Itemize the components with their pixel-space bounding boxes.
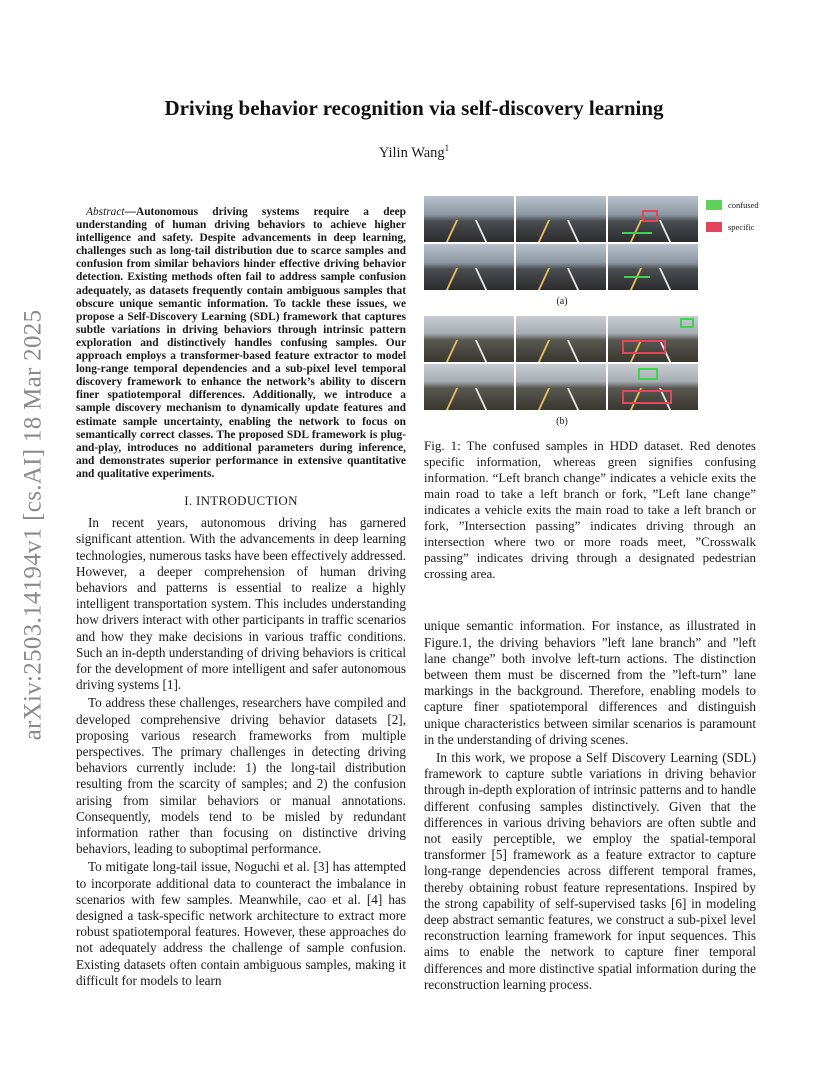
figure-a-row-2 [424, 244, 756, 290]
author-name: Yilin Wang [378, 145, 445, 161]
author-line [0, 145, 828, 162]
intro-paragraph-1: In recent years, autonomous driving has garnered significant attention. With the advancements in deep learning technologies, numerous tasks have been effectively addressed. However, a deeper comprehension of human driving behaviors and patterns is essential to realize a highly intelligent transportation system. This includes understanding how drivers interact with other participants in traffic scenarios and how they make decisions in various traffic conditions. Such an in-depth understanding of driving behaviors is critical for the development of more intelligent and safer autonomous driving systems [1]. [76, 515, 406, 693]
right-column [424, 196, 759, 995]
figure-image [516, 196, 606, 242]
figure-panel-b [424, 316, 756, 430]
legend-swatch-specific [706, 222, 722, 232]
figure-sublabel-b: (b) [556, 416, 568, 428]
abstract-lead: Abstract [86, 206, 125, 218]
legend-item-specific [706, 222, 759, 232]
figure-image [516, 244, 606, 290]
figure-image [424, 196, 514, 242]
intro-paragraph-2: To address these challenges, researchers have compiled and developed comprehensive driving behavior datasets [2], proposing various research frameworks from multiple perspectives. The primary challenges in detecting driving behaviors currently include: 1) the long-tail distribution resulting from the scarcity of samples; and 2) the confusion arising from similar behaviors or manual annotations. Consequently, models tend to be misled by redundant information rather than focusing on distinctive driving behaviors, leading to suboptimal performance. [76, 695, 406, 857]
figure-caption: Fig. 1: The confused samples in HDD dataset. Red denotes specific information, whereas green signifies confusing information. “Left branch change” indicates a vehicle exits the main road to take a left branch or fork, ”Left lane change” indicates a vehicle exits the main road to take a left branch or fork, ”Intersection passing” indicates driving through an intersection where two or more roads meet, ”Crosswalk passing” indicates driving through a designated pedestrian crossing area. [424, 438, 756, 582]
legend-label-confused: confused [728, 200, 759, 210]
figure-image [608, 244, 698, 290]
body-paragraph-1: unique semantic information. For instance, as illustrated in Figure.1, the driving behaviors ”left lane branch” and ”left lane change” both involve left-turn actions. The distinction between them must be discerned from the ”left-turn” lane markings in the background. Therefore, enabling models to capture finer spatiotemporal differences and distinguish unique characteristics between similar scenarios is paramount in the understanding of driving scenes. [424, 618, 756, 747]
legend-swatch-confused [706, 200, 722, 210]
legend-item-confused [706, 200, 759, 210]
figure-image [608, 364, 698, 410]
author-affiliation: 1 [444, 143, 450, 154]
figure-image [608, 316, 698, 362]
intro-paragraph-3: To mitigate long-tail issue, Noguchi et al. [3] has attempted to incorporate additional data to counteract the imbalance in scenarios with few samples. Meanwhile, cao et al. [4] has designed a task-specific network architecture to extract more robust spatiotemporal features. However, these approaches do not adequately address the challenge of sample confusion. Existing datasets often contain ambiguous samples, making it difficult for models to learn [76, 859, 406, 988]
figure-b-row-2 [424, 364, 756, 410]
figure-image [516, 364, 606, 410]
figure-legend [706, 200, 759, 244]
legend-label-specific: specific [728, 222, 755, 232]
figure-sublabel-a: (a) [556, 296, 568, 307]
arxiv-identifier [4, 290, 62, 760]
arxiv-identifier-text: arXiv:2503.14194v1 [cs.AI] 18 Mar 2025 [19, 309, 46, 741]
abstract [76, 206, 406, 481]
figure-image [424, 244, 514, 290]
section-heading-introduction: I. INTRODUCTION [184, 492, 298, 508]
left-column [76, 206, 406, 991]
abstract-text: —Autonomous driving systems require a deep understanding of human driving behaviors to achieve higher intelligence and safety. Despite advancements in deep learning, challenges such as long-tail distribution due to scarce samples and confusion from similar behaviors hinder effective driving behavior detection. Existing methods often fail to address sample confusion adequately, as datasets frequently contain ambiguous samples that obscure unique semantic information. To tackle these issues, we propose a Self-Discovery Learning (SDL) framework that captures subtle variations in driving behaviors through intrinsic pattern exploration and distinctively handles confusing samples. Our approach employs a transformer-based feature extractor to model long-range temporal dependencies and a sub-pixel level temporal discovery framework to enhance the network’s ability to discern finer spatiotemporal differences. Additionally, we introduce a sample discovery mechanism to dynamically update features and estimate sample uncertainty, enabling the network to focus on semantically correct classes. The proposed SDL framework is plug-and-play, introduces no additional parameters during inference, and demonstrates superior performance in extensive quantitative and qualitative experiments. [76, 206, 406, 480]
figure-image [608, 196, 698, 242]
figure-image [424, 364, 514, 410]
figure-image [424, 316, 514, 362]
paper-title: Driving behavior recognition via self-discovery learning [164, 96, 664, 120]
body-paragraph-2: In this work, we propose a Self Discovery Learning (SDL) framework to capture subtle variations in driving behavior through in-depth exploration of intrinsic patterns and to handle different confusing samples distinctively. Given that the differences in various driving behaviors are often subtle and not easily perceptible, we employ the spatial-temporal transformer [5] framework as a feature extractor to capture long-range dependencies across different temporal frames, thereby obtaining robust feature representations. Inspired by the strong capability of self-supervised tasks [6] in modeling deep abstract semantic features, we construct a sub-pixel level reconstruction learning framework for input sequences. This aims to enable the network to capture finer temporal differences and more distinctive spatial information during the reconstruction learning process. [424, 750, 756, 992]
figure-b-row-1 [424, 316, 756, 362]
right-body [424, 618, 756, 993]
figure-1 [424, 196, 759, 582]
figure-image [516, 316, 606, 362]
